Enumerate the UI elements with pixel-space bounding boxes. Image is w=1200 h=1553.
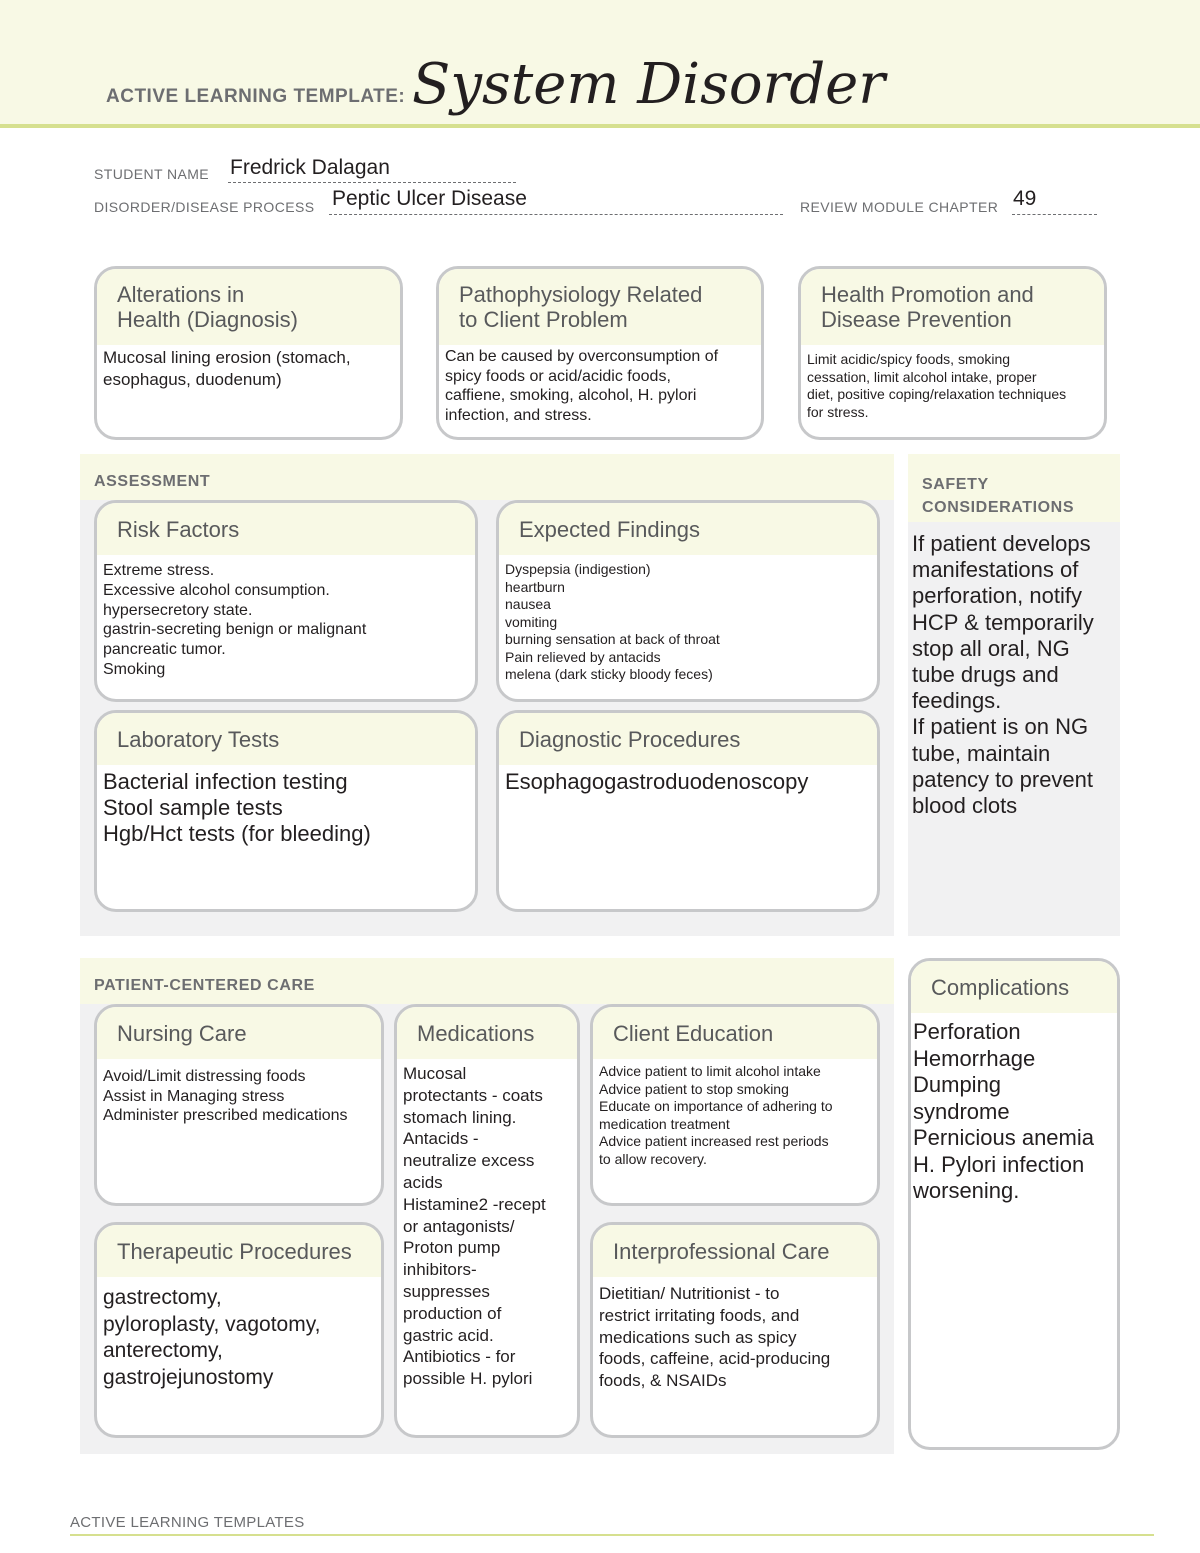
student-name-line bbox=[228, 182, 516, 183]
health-promotion-body[interactable]: Limit acidic/spicy foods, smoking cessation, limit alcohol intake, proper diet, positive coping/relaxation techniques for stress. bbox=[807, 351, 1067, 420]
complications-box bbox=[908, 958, 1120, 1450]
medications-body[interactable]: Mucosal protectants - coats stomach lining. Antacids - neutralize excess acids Histamine2 -recept or antagonists/ Proton pump inhibitors- suppresses production of gastric acid. Antibiotics - for possible H. pylori bbox=[403, 1064, 546, 1389]
medications-box bbox=[394, 1004, 580, 1438]
diagnostic-procedures-title: Diagnostic Procedures bbox=[519, 726, 741, 752]
pathophysiology-body[interactable]: Can be caused by overconsumption of spicy foods or acid/acidic foods, caffiene, smoking, alcohol, H. pylori infection, and stress. bbox=[445, 348, 719, 424]
interprofessional-care-box bbox=[590, 1222, 880, 1438]
chapter-field[interactable]: 49 bbox=[1013, 187, 1037, 210]
alterations-body[interactable]: Mucosal lining erosion (stomach, esophagus, duodenum) bbox=[103, 348, 351, 389]
client-education-body[interactable]: Advice patient to limit alcohol intake Advice patient to stop smoking Educate on importance of adhering to medication treatment Advice patient increased rest periods to allow recovery. bbox=[599, 1063, 833, 1167]
chapter-label: REVIEW MODULE CHAPTER bbox=[800, 199, 999, 215]
therapeutic-procedures-title: Therapeutic Procedures bbox=[117, 1238, 352, 1264]
footer-text: ACTIVE LEARNING TEMPLATES bbox=[70, 1514, 305, 1531]
disorder-line bbox=[329, 214, 783, 215]
risk-factors-box bbox=[94, 500, 478, 702]
pathophysiology-box bbox=[436, 266, 764, 440]
expected-findings-body[interactable]: Dyspepsia (indigestion) heartburn nausea vomiting burning sensation at back of throat Pain relieved by antacids melena (dark sticky bloody feces) bbox=[505, 561, 720, 682]
laboratory-tests-body[interactable]: Bacterial infection testing Stool sample tests Hgb/Hct tests (for bleeding) bbox=[103, 769, 371, 846]
disorder-field[interactable]: Peptic Ulcer Disease bbox=[332, 187, 527, 210]
safety-label: SAFETY CONSIDERATIONS bbox=[922, 476, 1075, 516]
therapeutic-procedures-body[interactable]: gastrectomy, pyloroplasty, vagotomy, anterectomy, gastrojejunostomy bbox=[103, 1286, 321, 1389]
nursing-care-box bbox=[94, 1004, 384, 1206]
client-education-box bbox=[590, 1004, 880, 1206]
chapter-line bbox=[1012, 214, 1097, 215]
template-label: ACTIVE LEARNING TEMPLATE: bbox=[106, 86, 406, 107]
laboratory-tests-title: Laboratory Tests bbox=[117, 726, 280, 752]
student-name-label: STUDENT NAME bbox=[94, 166, 209, 182]
header-divider bbox=[0, 124, 1200, 128]
disorder-label: DISORDER/DISEASE PROCESS bbox=[94, 199, 315, 215]
pathophysiology-title: Pathophysiology Related to Client Problem bbox=[459, 282, 703, 332]
diagnostic-procedures-box bbox=[496, 710, 880, 912]
expected-findings-title: Expected Findings bbox=[519, 516, 700, 542]
assessment-label: ASSESSMENT bbox=[94, 473, 211, 490]
health-promotion-title: Health Promotion and Disease Prevention bbox=[821, 282, 1034, 332]
interprofessional-care-title: Interprofessional Care bbox=[613, 1238, 830, 1264]
patient-centered-label: PATIENT-CENTERED CARE bbox=[94, 977, 315, 994]
therapeutic-procedures-box bbox=[94, 1222, 384, 1438]
alterations-title: Alterations in Health (Diagnosis) bbox=[117, 282, 298, 332]
complications-title: Complications bbox=[931, 974, 1070, 1000]
safety-body[interactable]: If patient develops manifestations of perforation, notify HCP & temporarily stop all oral, NG tube drugs and feedings. If patient is on NG tube, maintain patency to prevent blood clots bbox=[912, 531, 1094, 819]
laboratory-tests-box bbox=[94, 710, 478, 912]
nursing-care-title: Nursing Care bbox=[117, 1020, 247, 1046]
risk-factors-body[interactable]: Extreme stress. Excessive alcohol consumption. hypersecretory state. gastrin-secreting benign or malignant pancreatic tumor. Smoking bbox=[103, 562, 367, 678]
page-title: System Disorder bbox=[412, 52, 886, 117]
diagnostic-procedures-body[interactable]: Esophagogastroduodenoscopy bbox=[505, 769, 809, 794]
nursing-care-body[interactable]: Avoid/Limit distressing foods Assist in Managing stress Administer prescribed medications bbox=[103, 1068, 348, 1124]
health-promotion-box bbox=[798, 266, 1107, 440]
complications-body[interactable]: Perforation Hemorrhage Dumping syndrome Pernicious anemia H. Pylori infection worsening. bbox=[913, 1019, 1094, 1203]
footer-divider bbox=[70, 1534, 1154, 1536]
alterations-box bbox=[94, 266, 403, 440]
risk-factors-title: Risk Factors bbox=[117, 516, 240, 542]
interprofessional-care-body[interactable]: Dietitian/ Nutritionist - to restrict irritating foods, and medications such as spicy foods, caffeine, acid-producing foods, & NSAIDs bbox=[599, 1284, 831, 1391]
student-name-field[interactable]: Fredrick Dalagan bbox=[230, 156, 390, 179]
expected-findings-box bbox=[496, 500, 880, 702]
medications-title: Medications bbox=[417, 1020, 535, 1046]
client-education-title: Client Education bbox=[613, 1020, 774, 1046]
